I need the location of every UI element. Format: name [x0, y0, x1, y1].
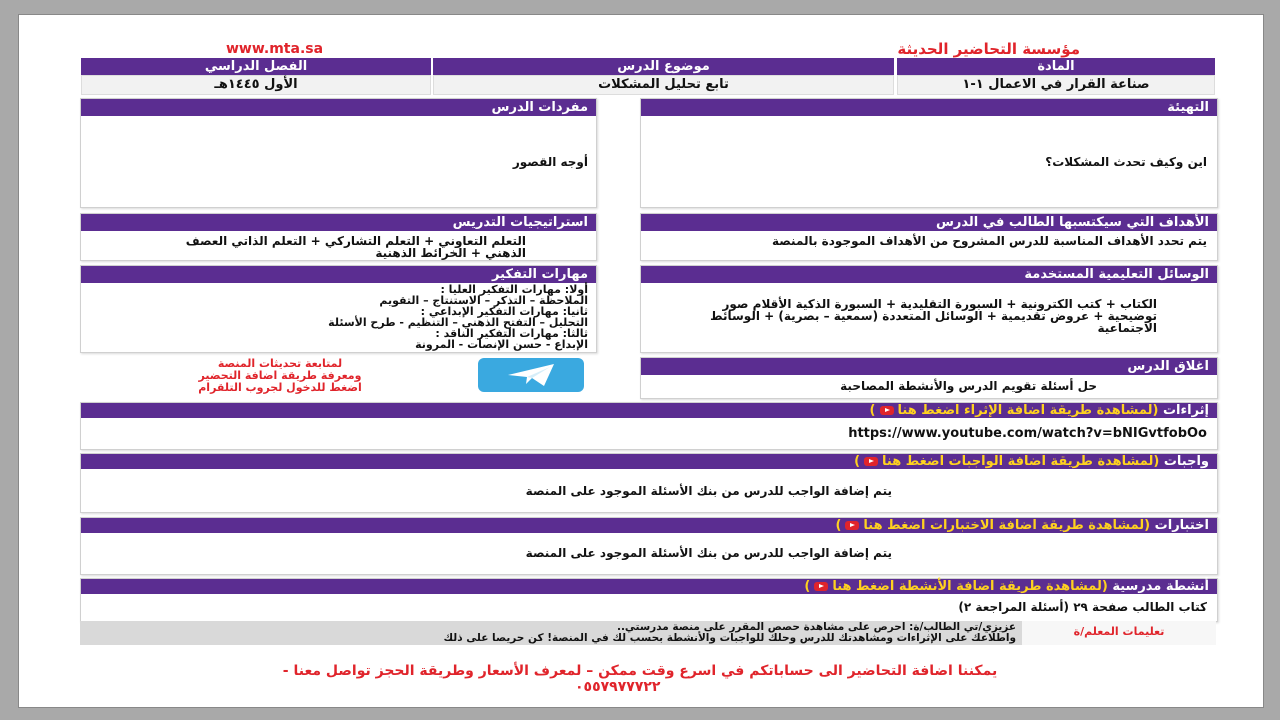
- youtube-icon: [814, 582, 828, 591]
- homework-section: [80, 453, 1218, 513]
- tools-title: الوسائل التعليمية المستخدمة: [641, 266, 1217, 283]
- vocab-title: مفردات الدرس: [81, 99, 596, 116]
- thinking-line-3: ثانيا: مهارات التفكير الإبداعي :: [420, 305, 588, 318]
- intro-title: التهيئة: [641, 99, 1217, 116]
- enrichment-url[interactable]: https://www.youtube.com/watch?v=bNIGvtfobOo: [848, 426, 1207, 441]
- intro-section: [640, 98, 1218, 208]
- telegram-notice-line-2: ومعرفة طريقة اضافة التحضير: [198, 369, 362, 382]
- tools-section: [640, 265, 1218, 353]
- activities-text: كتاب الطالب صفحة ٢٩ (أسئلة المراجعة ٢): [958, 600, 1207, 614]
- homework-help-text: (لمشاهدة طريقة اضافة الواجبات اضغط هنا: [882, 454, 1160, 469]
- activities-help-link[interactable]: (لمشاهدة طريقة اضافة الأنشطة اضغط هنا): [804, 579, 1108, 594]
- instructions-label: تعليمات المعلم/ة: [1022, 621, 1216, 645]
- strategies-title: استراتيجيات التدريس: [81, 214, 596, 231]
- youtube-icon: [864, 457, 878, 466]
- thinking-line-2: الملاحظة – التذكر – الاستنتاج – التقويم: [379, 294, 588, 307]
- goals-title: الأهداف التي سيكتسبها الطالب في الدرس: [641, 214, 1217, 231]
- goals-section: [640, 213, 1218, 261]
- instructions-line-1: عزيزي/تي الطالب/ة: احرص على مشاهدة حصص المقرر على منصة مدرستي..: [616, 621, 1016, 633]
- telegram-button[interactable]: [478, 358, 584, 392]
- website-link[interactable]: www.mta.sa: [226, 41, 324, 57]
- homework-label: واجبات: [1163, 454, 1209, 469]
- enrichment-help-link[interactable]: (لمشاهدة طريقة اضافة الإثراء اضغط هنا): [869, 403, 1159, 418]
- enrichment-section: [80, 402, 1218, 450]
- thinking-line-5: ثالثا: مهارات التفكير الناقد :: [435, 327, 588, 340]
- footer-contact: [130, 663, 1150, 695]
- thinking-section: [80, 265, 597, 353]
- instructions-line-2: واطلاعك على الإثراءات ومشاهدتك للدرس وحلك للواجبات والأنشطة بحسب لك في المنصة! كن حريصا على ذلك: [443, 632, 1016, 644]
- tests-help-text: (لمشاهدة طريقة اضافة الاختبارات اضغط هنا: [863, 518, 1151, 533]
- intro-text: اين وكيف تحدث المشكلات؟: [1045, 155, 1207, 169]
- topic-label: موضوع الدرس: [433, 58, 894, 75]
- subject-label: المادة: [897, 58, 1215, 75]
- enrichment-header: [81, 403, 1217, 418]
- closing-title: اغلاق الدرس: [641, 358, 1217, 375]
- term-label: الفصل الدراسي: [81, 58, 431, 75]
- thinking-title: مهارات التفكير: [81, 266, 596, 283]
- footer-phone[interactable]: ٠٥٥٧٩٧٧٧٢٢: [575, 679, 661, 695]
- tests-section: [80, 517, 1218, 575]
- activities-section: [80, 578, 1218, 622]
- enrichment-label: إثراءات: [1162, 403, 1209, 418]
- strategies-text: التعلم التعاوني + التعلم التشاركي + التعلم الذاتي العصف الذهني + الخرائط الذهنية: [185, 234, 526, 260]
- thinking-line-6: الإبداع - حسن الإنصات - المرونة: [415, 338, 588, 351]
- homework-text: يتم إضافة الواجب للدرس من بنك الأسئلة الموجود على المنصة: [525, 484, 892, 498]
- vocab-section: [80, 98, 597, 208]
- activities-label: أنشطة مدرسية: [1112, 579, 1209, 594]
- instructions-text: [80, 621, 1022, 645]
- institution-name: مؤسسة التحاضير الحديثة: [897, 40, 1080, 58]
- tests-help-link[interactable]: (لمشاهدة طريقة اضافة الاختبارات اضغط هنا): [835, 518, 1151, 533]
- telegram-notice-line-1: لمتابعة تحديثات المنصة: [217, 357, 343, 370]
- tests-text: يتم إضافة الواجب للدرس من بنك الأسئلة الموجود على المنصة: [525, 546, 892, 560]
- activities-help-text: (لمشاهدة طريقة اضافة الأنشطة اضغط هنا: [832, 579, 1108, 594]
- footer-line-1: يمكننا اضافة التحاضير الى حساباتكم في اسرع وقت ممكن – لمعرف الأسعار وطريقة الحجز تواصل معنا -: [282, 663, 998, 679]
- tests-label: اختبارات: [1154, 518, 1209, 533]
- telegram-notice[interactable]: [165, 358, 395, 394]
- strategies-section: [80, 213, 597, 261]
- subject-value: صناعة القرار في الاعمال ١-١: [897, 75, 1215, 95]
- telegram-icon: [478, 358, 584, 392]
- telegram-notice-line-3: اضغط للدخول لجروب التلقرام: [198, 381, 362, 394]
- homework-header: [81, 454, 1217, 469]
- activities-header: [81, 579, 1217, 594]
- youtube-icon: [880, 406, 894, 415]
- term-value: الأول ١٤٤٥هـ: [81, 75, 431, 95]
- tools-text: الكتاب + كتب الكترونية + السبورة التقليدية + السبورة الذكية الأقلام صور توضيحية + عروض تقديمية + الوسائل المتعددة (سمعية – بصرية) + الوسائط الاجتماعية: [710, 297, 1157, 335]
- vocab-text: أوجه القصور: [512, 155, 588, 169]
- topic-value: تابع تحليل المشكلات: [433, 75, 894, 95]
- thinking-line-1: أولا: مهارات التفكير العليا :: [440, 283, 588, 296]
- closing-text: حل أسئلة تقويم الدرس والأنشطة المصاحبة: [840, 379, 1097, 393]
- goals-text: يتم تحدد الأهداف المناسبة للدرس المشروح من الأهداف الموجودة بالمنصة: [771, 234, 1207, 248]
- closing-section: [640, 357, 1218, 399]
- youtube-icon: [845, 521, 859, 530]
- thinking-line-4: التحليل – التفتح الذهني – التنظيم - طرح الأسئلة: [328, 316, 588, 329]
- homework-help-link[interactable]: (لمشاهدة طريقة اضافة الواجبات اضغط هنا): [854, 454, 1160, 469]
- enrichment-help-text: (لمشاهدة طريقة اضافة الإثراء اضغط هنا: [897, 403, 1159, 418]
- tests-header: [81, 518, 1217, 533]
